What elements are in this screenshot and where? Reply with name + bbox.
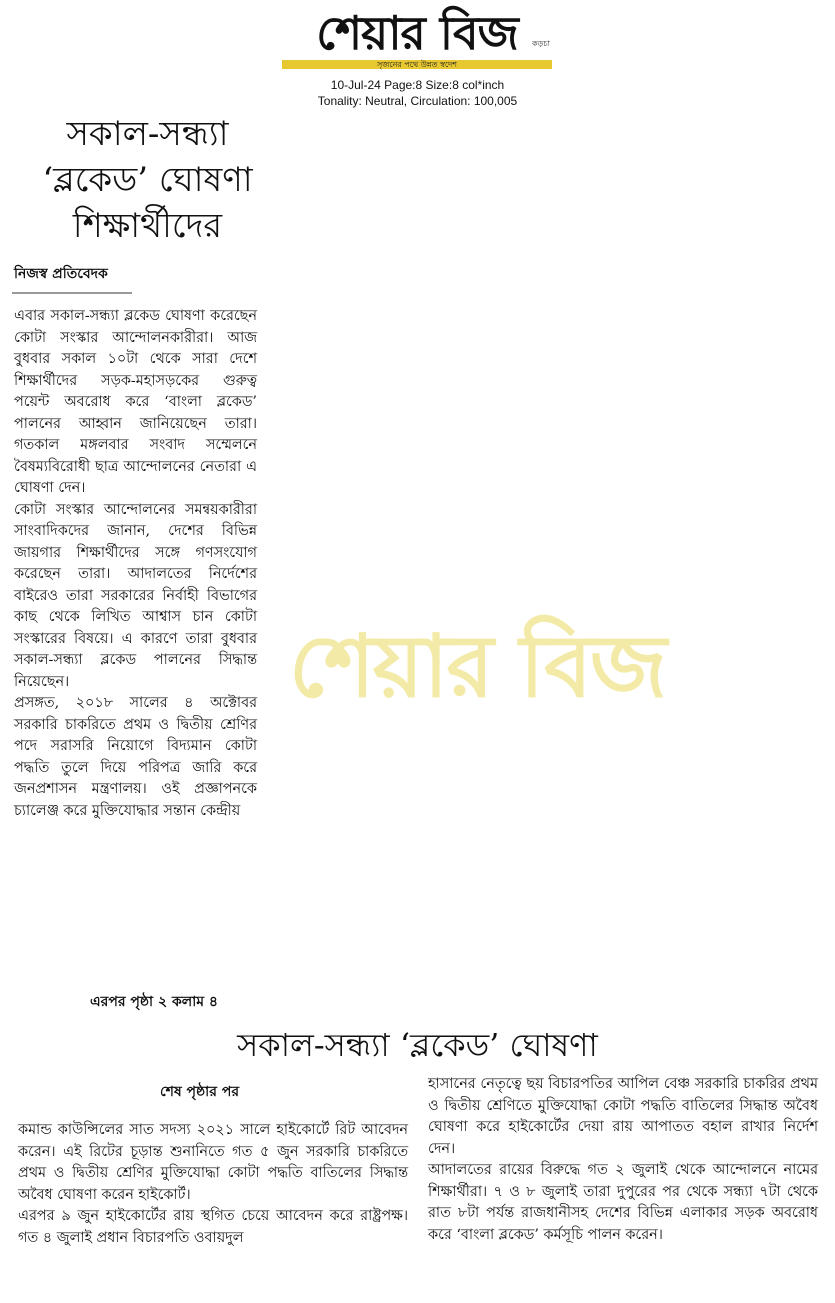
headline-line-3: শিক্ষার্থীদের — [72, 206, 223, 246]
continuation-right-column — [428, 1074, 818, 1246]
continuation-left-column — [18, 1120, 408, 1249]
continuation-note: এরপর পৃষ্ঠা ২ কলাম ৪ — [90, 994, 218, 1010]
headline-line-1: সকাল-সন্ধ্যা — [66, 114, 229, 154]
masthead-logo: শেয়ার বিজ — [316, 6, 518, 60]
watermark-logo: শেয়ার বিজ — [288, 617, 666, 717]
byline-divider — [12, 292, 132, 294]
article-paragraph: এবার সকাল-সন্ধ্যা ব্লকেড ঘোষণা করেছেন কোটা সংস্কার আন্দোলনকারীরা। আজ বুধবার সকাল ১০টা থেকে সারা দেশে শিক্ষার্থীদের সড়ক-মহাসড়কের গুরুত্ব পয়েন্ট অবরোধ করে ‘বাংলা ব্লকেড’ পালনের আহ্বান জানিয়েছেন তারা। গতকাল মঙ্গলবার সংবাদ সম্মেলনে বৈষম্যবিরোধী ছাত্র আন্দোলনের নেতারা এ ঘোষণা দেন। — [14, 308, 257, 496]
article-paragraph: আদালতের রায়ের বিরুদ্ধে গত ২ জুলাই থেকে আন্দোলনে নামের শিক্ষার্থীরা। ৭ ও ৮ জুলাই তারা দুপুরের পর থেকে সন্ধ্যা ৭টা থেকে রাত ৮টা পর্যন্ত রাজধানীসহ দেশের বিভিন্ন এলাকার সড়ক অবরোধ করে ‘বাংলা ব্লকেড’ কর্মসূচি পালন করেন। — [428, 1162, 818, 1243]
article-paragraph: প্রসঙ্গত, ২০১৮ সালের ৪ অক্টোবর সরকারি চাকরিতে প্রথম ও দ্বিতীয় শ্রেণির পদে সরাসরি নিয়োগে বিদ্যমান কোটা পদ্ধতি তুলে দিয়ে পরিপত্র জারি করে জনপ্রশাসন মন্ত্রণালয়। ওই প্রজ্ঞাপনকে চ্যালেঞ্জ করে মুক্তিযোদ্ধার সন্তান কেন্দ্রীয় — [14, 695, 257, 819]
from-last-page-label: শেষ পৃষ্ঠার পর — [160, 1084, 240, 1100]
headline-line-2: ‘ব্লকেড’ ঘোষণা — [42, 160, 253, 200]
article-paragraph: হাসানের নেতৃত্বে ছয় বিচারপতির আপিল বেঞ্চ সরকারি চাকরির প্রথম ও দ্বিতীয় শ্রেণিতে মুক্তিযোদ্ধা কোটা পদ্ধতি বাতিলের সিদ্ধান্ত অবৈধ ঘোষণা করে হাইকোর্টের দেয়া রায় আপাতত বহাল রাখার নির্দেশ দেন। — [428, 1076, 818, 1157]
article-paragraph: এরপর ৯ জুন হাইকোর্টের রায় স্থগিত চেয়ে আবেদন করে রাষ্ট্রপক্ষ। গত ৪ জুলাই প্রধান বিচারপতি ওবায়দুল — [18, 1208, 408, 1246]
clipping-meta-tonality: Tonality: Neutral, Circulation: 100,005 — [317, 94, 518, 108]
clipping-meta-date: 10-Jul-24 Page:8 Size:8 col*inch — [330, 78, 505, 92]
article-paragraph: কোটা সংস্কার আন্দোলনের সমন্বয়কারীরা সাংবাদিকদের জানান, দেশের বিভিন্ন জায়গার শিক্ষার্থীদের সঙ্গে গণসংযোগ করেছেন তারা। আদালতের নির্দেশের বাইরেও তারা সরকারের নির্বাহী বিভাগের কাছ থেকে লিখিত আশ্বাস চান কোটা সংস্কারের বিষয়ে। এ কারণে তারা বুধবার সকাল-সন্ধ্যা ব্লকেড পালনের সিদ্ধান্ত নিয়েছেন। — [14, 501, 257, 690]
continuation-headline: সকাল-সন্ধ্যা ‘ব্লকেড’ ঘোষণা — [237, 1026, 598, 1064]
byline: নিজস্ব প্রতিবেদক — [14, 266, 108, 282]
masthead-city-label: কড়চা — [532, 39, 550, 48]
masthead-tagline: সৃজনের পথে উন্নত স্বদেশ — [282, 60, 552, 69]
article-left-column — [14, 306, 257, 822]
article-paragraph: কমান্ড কাউন্সিলের সাত সদস্য ২০২১ সালে হাইকোর্টে রিট আবেদন করেন। এই রিটের চূড়ান্ত শুনানিতে গত ৫ জুন সরকারি চাকরিতে প্রথম ও দ্বিতীয় শ্রেণির মুক্তিযোদ্ধা কোটা পদ্ধতি বাতিলের সিদ্ধান্ত অবৈধ ঘোষণা করেন হাইকোর্ট। — [18, 1122, 408, 1203]
